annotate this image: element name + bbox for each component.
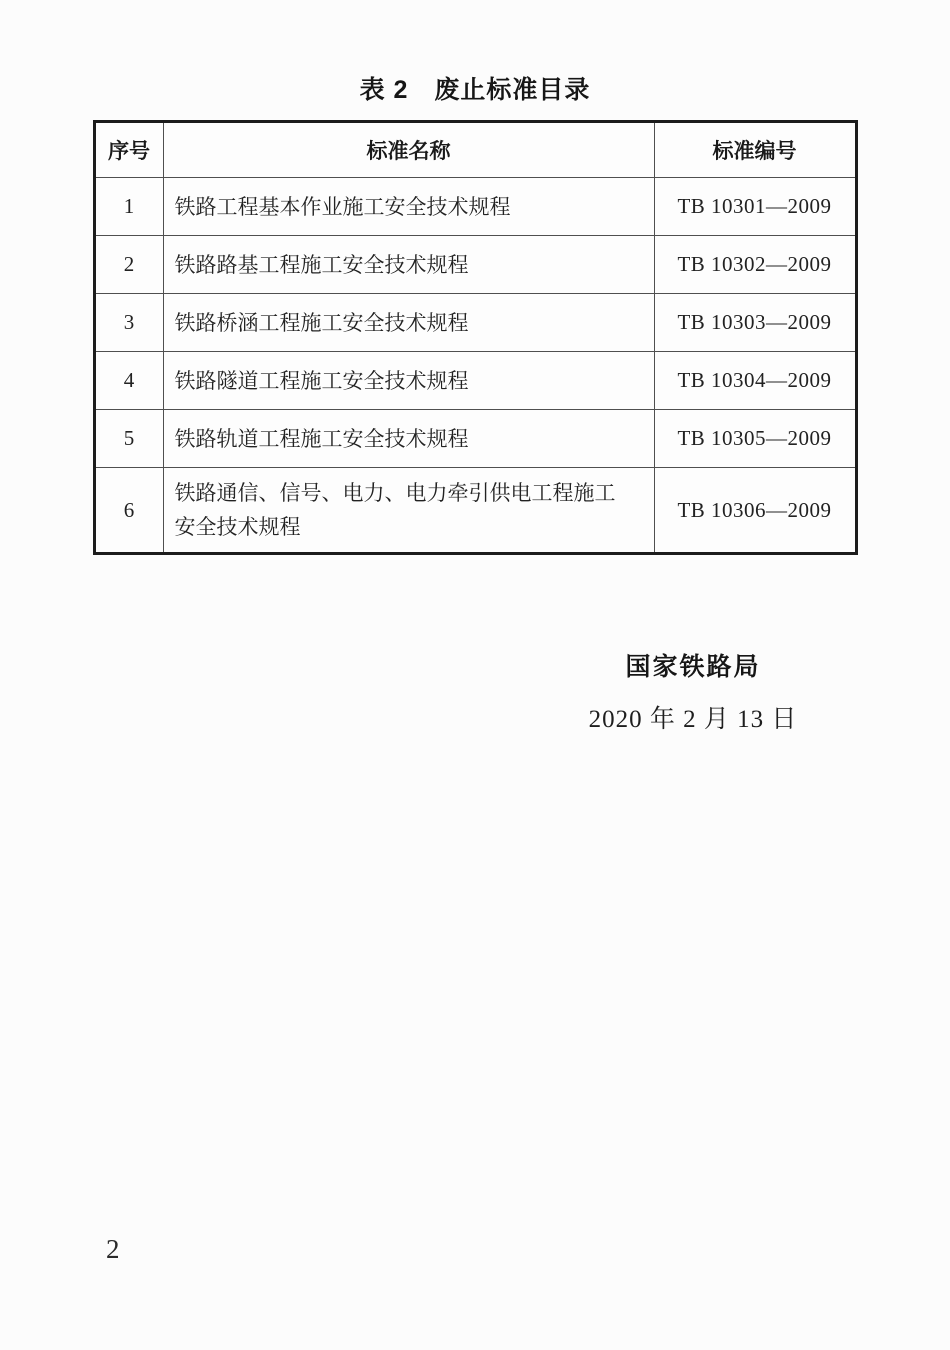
table-row [94, 236, 856, 294]
cell-standard-code: TB 10304—2009 [654, 352, 856, 410]
cell-serial-number: 2 [94, 236, 163, 294]
table-row [94, 410, 856, 468]
cell-standard-name: 铁路路基工程施工安全技术规程 [163, 236, 654, 294]
cell-standard-name: 铁路通信、信号、电力、电力牵引供电工程施工安全技术规程 [163, 468, 654, 554]
table-row [94, 468, 856, 554]
cell-standard-name: 铁路轨道工程施工安全技术规程 [163, 410, 654, 468]
cell-standard-code: TB 10302—2009 [654, 236, 856, 294]
cell-standard-name: 铁路工程基本作业施工安全技术规程 [163, 178, 654, 236]
cell-standard-name: 铁路隧道工程施工安全技术规程 [163, 352, 654, 410]
header-standard-code: 标准编号 [654, 122, 856, 178]
header-standard-name: 标准名称 [163, 122, 654, 178]
cell-serial-number: 5 [94, 410, 163, 468]
cell-standard-code: TB 10305—2009 [654, 410, 856, 468]
header-serial-number: 序号 [94, 122, 163, 178]
cell-serial-number: 6 [94, 468, 163, 554]
cell-standard-code: TB 10303—2009 [654, 294, 856, 352]
page-number: 2 [106, 1234, 120, 1264]
cell-serial-number: 1 [94, 178, 163, 236]
table-title: 表 2 废止标准目录 [359, 76, 591, 104]
table-row [94, 294, 856, 352]
issue-date: 2020 年 2 月 13 日 [588, 706, 798, 733]
signature-block [543, 647, 843, 735]
table-header-row [94, 122, 856, 178]
issuing-organization: 国家铁路局 [625, 653, 761, 681]
cell-standard-code: TB 10306—2009 [654, 468, 856, 554]
table-row [94, 352, 856, 410]
abolished-standards-table [93, 120, 858, 555]
cell-standard-code: TB 10301—2009 [654, 178, 856, 236]
table-body [94, 178, 856, 554]
cell-serial-number: 4 [94, 352, 163, 410]
table-row [94, 178, 856, 236]
cell-serial-number: 3 [94, 294, 163, 352]
cell-standard-name: 铁路桥涵工程施工安全技术规程 [163, 294, 654, 352]
